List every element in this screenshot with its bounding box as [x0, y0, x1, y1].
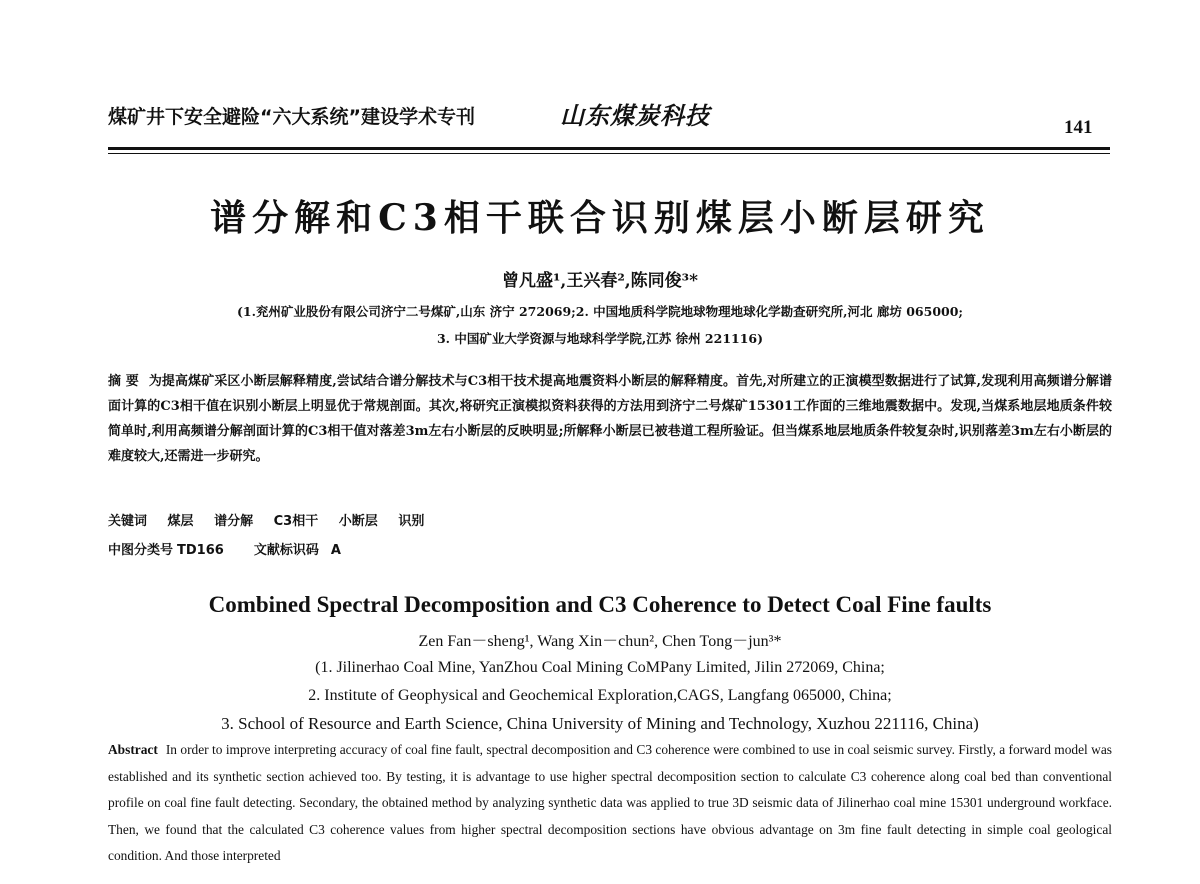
- clc-label: 中图分类号: [108, 543, 174, 558]
- affiliation-cn-2: 3. 中国矿业大学资源与地球科学学院,江苏 徐州 221116): [436, 331, 764, 346]
- article-title-cn: 谱分解和C3相干联合识别煤层小断层研究: [210, 197, 990, 239]
- abstract-cn-label: 摘 要: [108, 374, 139, 389]
- abstract-en: [108, 737, 1112, 870]
- affiliation-en-2: 2. Institute of Geophysical and Geochemical Exploration,CAGS, Langfang 065000, China;: [308, 687, 892, 704]
- page-number: 141: [1064, 117, 1093, 138]
- classification-line: [108, 539, 357, 558]
- authors-en: Zen Fan－sheng¹, Wang Xin－chun², Chen Tong－jun³*: [418, 633, 782, 650]
- keyword: 谱分解: [214, 514, 254, 529]
- doc-code-label: 文献标识码: [253, 543, 319, 558]
- header-rule-thin: [108, 153, 1110, 154]
- keywords-label: 关键词: [108, 514, 148, 529]
- doc-code-value: A: [330, 543, 341, 558]
- header-rule-thick: [108, 147, 1110, 150]
- abstract-cn: [108, 369, 1112, 469]
- affiliation-en-3: 3. School of Resource and Earth Science, China University of Mining and Technology, Xuzhou 221116, China): [221, 714, 979, 733]
- keyword: 识别: [398, 514, 425, 529]
- abstract-en-text: In order to improve interpreting accuracy of coal fine fault, spectral decomposition and C3 coherence were combined to use in coal seismic survey. Firstly, a forward model was established and its synthetic section achieved too. By testing, it is advantage to use higher spectral decomposition section to calculate C3 coherence along coal bed than conventional profile on coal fine fault detecting. Secondary, the obtained method by analyzing synthetic data was applied to true 3D seismic data of Jilinerhao coal mine 15301 underground workface. Then, we found that the calculated C3 coherence values from higher spectral decomposition sections have obvious advantage on 3m fine fault detecting in simple coal geological condition. And those interpreted: [108, 742, 1112, 863]
- keywords-line: [108, 510, 440, 529]
- clc-value: TD166: [177, 543, 224, 558]
- article-title-en: Combined Spectral Decomposition and C3 Coherence to Detect Coal Fine faults: [208, 592, 992, 617]
- journal-logo: 山东煤炭科技: [560, 101, 710, 130]
- abstract-en-label: Abstract: [108, 742, 158, 757]
- abstract-cn-text: 为提高煤矿采区小断层解释精度,尝试结合谱分解技术与C3相干技术提高地震资料小断层的解释精度。首先,对所建立的正演模型数据进行了试算,发现利用高频谱分解谱面计算的C3相干值在识别小断层上明显优于常规剖面。其次,将研究正演模拟资料获得的方法用到济宁二号煤矿15301工作面的三维地震数据中。发现,当煤系地层地质条件较简单时,利用高频谱分解剖面计算的C3相干值对落差3m左右小断层的反映明显;所解释小断层已被巷道工程所验证。但当煤系地层地质条件较复杂时,识别落差3m左右小断层的难度较大,还需进一步研究。: [108, 374, 1112, 464]
- authors-cn: 曾凡盛¹,王兴春²,陈同俊³*: [501, 271, 699, 291]
- journal-issue-title: 煤矿井下安全避险“六大系统”建设学术专刊: [108, 106, 475, 128]
- keyword: C3相干: [273, 514, 319, 529]
- affiliation-en-1: (1. Jilinerhao Coal Mine, YanZhou Coal Mining CoMPany Limited, Jilin 272069, China;: [315, 659, 885, 676]
- keyword: 煤层: [167, 514, 194, 529]
- affiliation-cn-1: (1.兖州矿业股份有限公司济宁二号煤矿,山东 济宁 272069;2. 中国地质科学院地球物理地球化学勘查研究所,河北 廊坊 065000;: [236, 304, 964, 319]
- keyword: 小断层: [338, 514, 378, 529]
